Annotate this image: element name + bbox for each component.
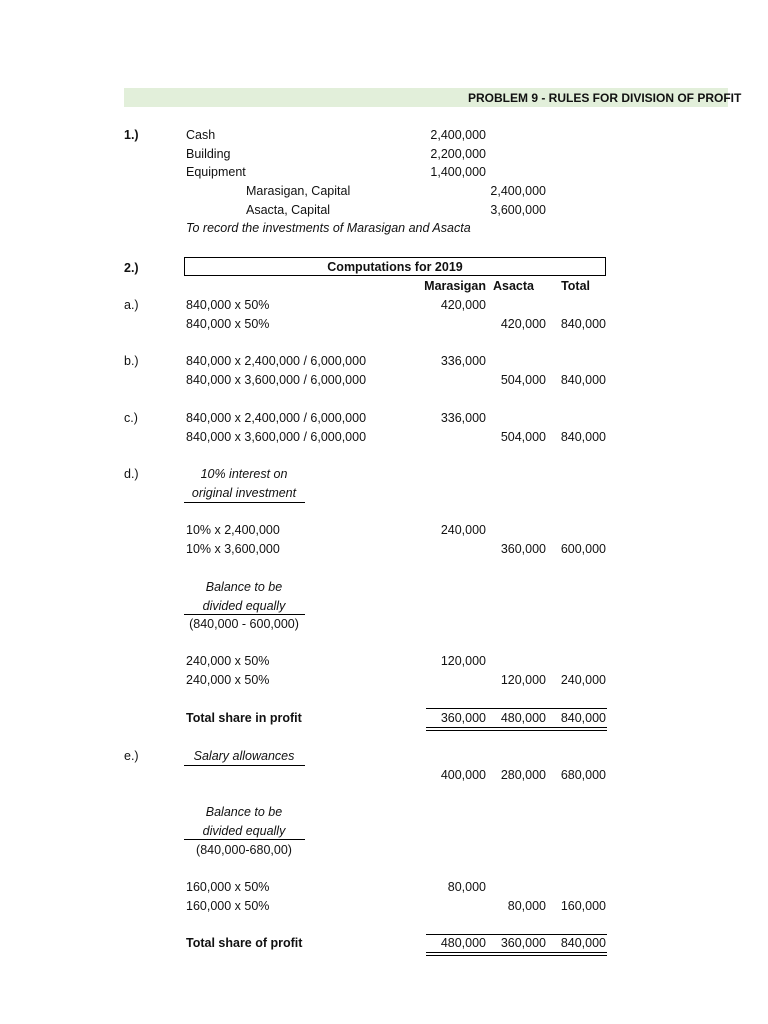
d-bal1-desc: 240,000 x 50% [186,654,270,668]
e-bal1-desc: 160,000 x 50% [186,880,270,894]
d-heading-underline [184,502,305,503]
item-label-d: d.) [124,467,139,481]
d-int1-desc: 10% x 2,400,000 [186,523,280,537]
account-cash: Cash [186,128,216,142]
col-header-total: Total [561,279,590,293]
b-row2-total: 840,000 [560,373,606,387]
e-balance-line1: Balance to be [205,805,283,819]
d-balance-calc: (840,000 - 600,000) [189,617,299,631]
e-total-label: Total share of profit [186,936,303,950]
problem-title: PROBLEM 9 - RULES FOR DIVISION OF PROFIT [468,91,742,105]
e-total-marasigan: 480,000 [440,936,486,950]
b-row1-marasigan: 336,000 [440,354,486,368]
d-heading-line2: original investment [191,486,297,500]
e-bal1-marasigan: 80,000 [447,880,486,894]
item-label-a: a.) [124,298,139,312]
e-bal2-asacta: 80,000 [507,899,546,913]
a-row2-total: 840,000 [560,317,606,331]
e-total-total: 840,000 [560,936,606,950]
debit-cash: 2,400,000 [430,128,486,142]
d-int2-asacta: 360,000 [500,542,546,556]
credit-asacta-capital: 3,600,000 [490,203,546,217]
d-bal2-total: 240,000 [560,673,606,687]
d-total-topline [426,708,607,709]
d-balance-underline [184,614,305,615]
e-balance-line2: divided equally [202,824,286,838]
e-total-double-underline-2 [426,955,607,956]
a-row2-asacta: 420,000 [500,317,546,331]
item-number-1: 1.) [124,128,139,142]
b-row2-desc: 840,000 x 3,600,000 / 6,000,000 [186,373,367,387]
entry-explanation: To record the investments of Marasigan and Asacta [186,221,471,235]
e-heading-underline [184,765,305,766]
a-row1-desc: 840,000 x 50% [186,298,270,312]
c-row2-total: 840,000 [560,430,606,444]
e-balance-calc: (840,000-680,00) [196,843,292,857]
d-total-total: 840,000 [560,711,606,725]
item-number-2: 2.) [124,261,139,275]
col-header-asacta: Asacta [493,279,534,293]
col-header-marasigan: Marasigan [424,279,486,293]
c-row2-desc: 840,000 x 3,600,000 / 6,000,000 [186,430,367,444]
b-row1-desc: 840,000 x 2,400,000 / 6,000,000 [186,354,367,368]
b-row2-asacta: 504,000 [500,373,546,387]
item-label-b: b.) [124,354,139,368]
e-total-asacta: 360,000 [500,936,546,950]
d-balance-line1: Balance to be [205,580,283,594]
d-int1-marasigan: 240,000 [440,523,486,537]
a-row2-desc: 840,000 x 50% [186,317,270,331]
c-row1-marasigan: 336,000 [440,411,486,425]
d-total-label: Total share in profit [186,711,302,725]
d-total-marasigan: 360,000 [440,711,486,725]
d-total-double-underline-2 [426,730,607,731]
e-salary-total: 680,000 [560,768,606,782]
account-marasigan-capital: Marasigan, Capital [246,184,351,198]
c-row2-asacta: 504,000 [500,430,546,444]
e-salary-marasigan: 400,000 [440,768,486,782]
e-total-double-underline-1 [426,952,607,953]
account-equipment: Equipment [186,165,246,179]
computations-header: Computations for 2019 [327,260,463,274]
item-label-c: c.) [124,411,138,425]
d-bal2-asacta: 120,000 [500,673,546,687]
a-row1-marasigan: 420,000 [440,298,486,312]
d-bal2-desc: 240,000 x 50% [186,673,270,687]
d-bal1-marasigan: 120,000 [440,654,486,668]
debit-equipment: 1,400,000 [430,165,486,179]
e-bal2-desc: 160,000 x 50% [186,899,270,913]
e-balance-underline [184,839,305,840]
d-heading-line1: 10% interest on [200,467,288,481]
credit-marasigan-capital: 2,400,000 [490,184,546,198]
d-total-asacta: 480,000 [500,711,546,725]
d-int2-desc: 10% x 3,600,000 [186,542,280,556]
e-heading: Salary allowances [193,749,295,763]
account-asacta-capital: Asacta, Capital [246,203,331,217]
debit-building: 2,200,000 [430,147,486,161]
account-building: Building [186,147,231,161]
e-bal2-total: 160,000 [560,899,606,913]
d-int2-total: 600,000 [560,542,606,556]
c-row1-desc: 840,000 x 2,400,000 / 6,000,000 [186,411,367,425]
item-label-e: e.) [124,749,139,763]
d-balance-line2: divided equally [202,599,286,613]
e-salary-asacta: 280,000 [500,768,546,782]
d-total-double-underline-1 [426,727,607,728]
